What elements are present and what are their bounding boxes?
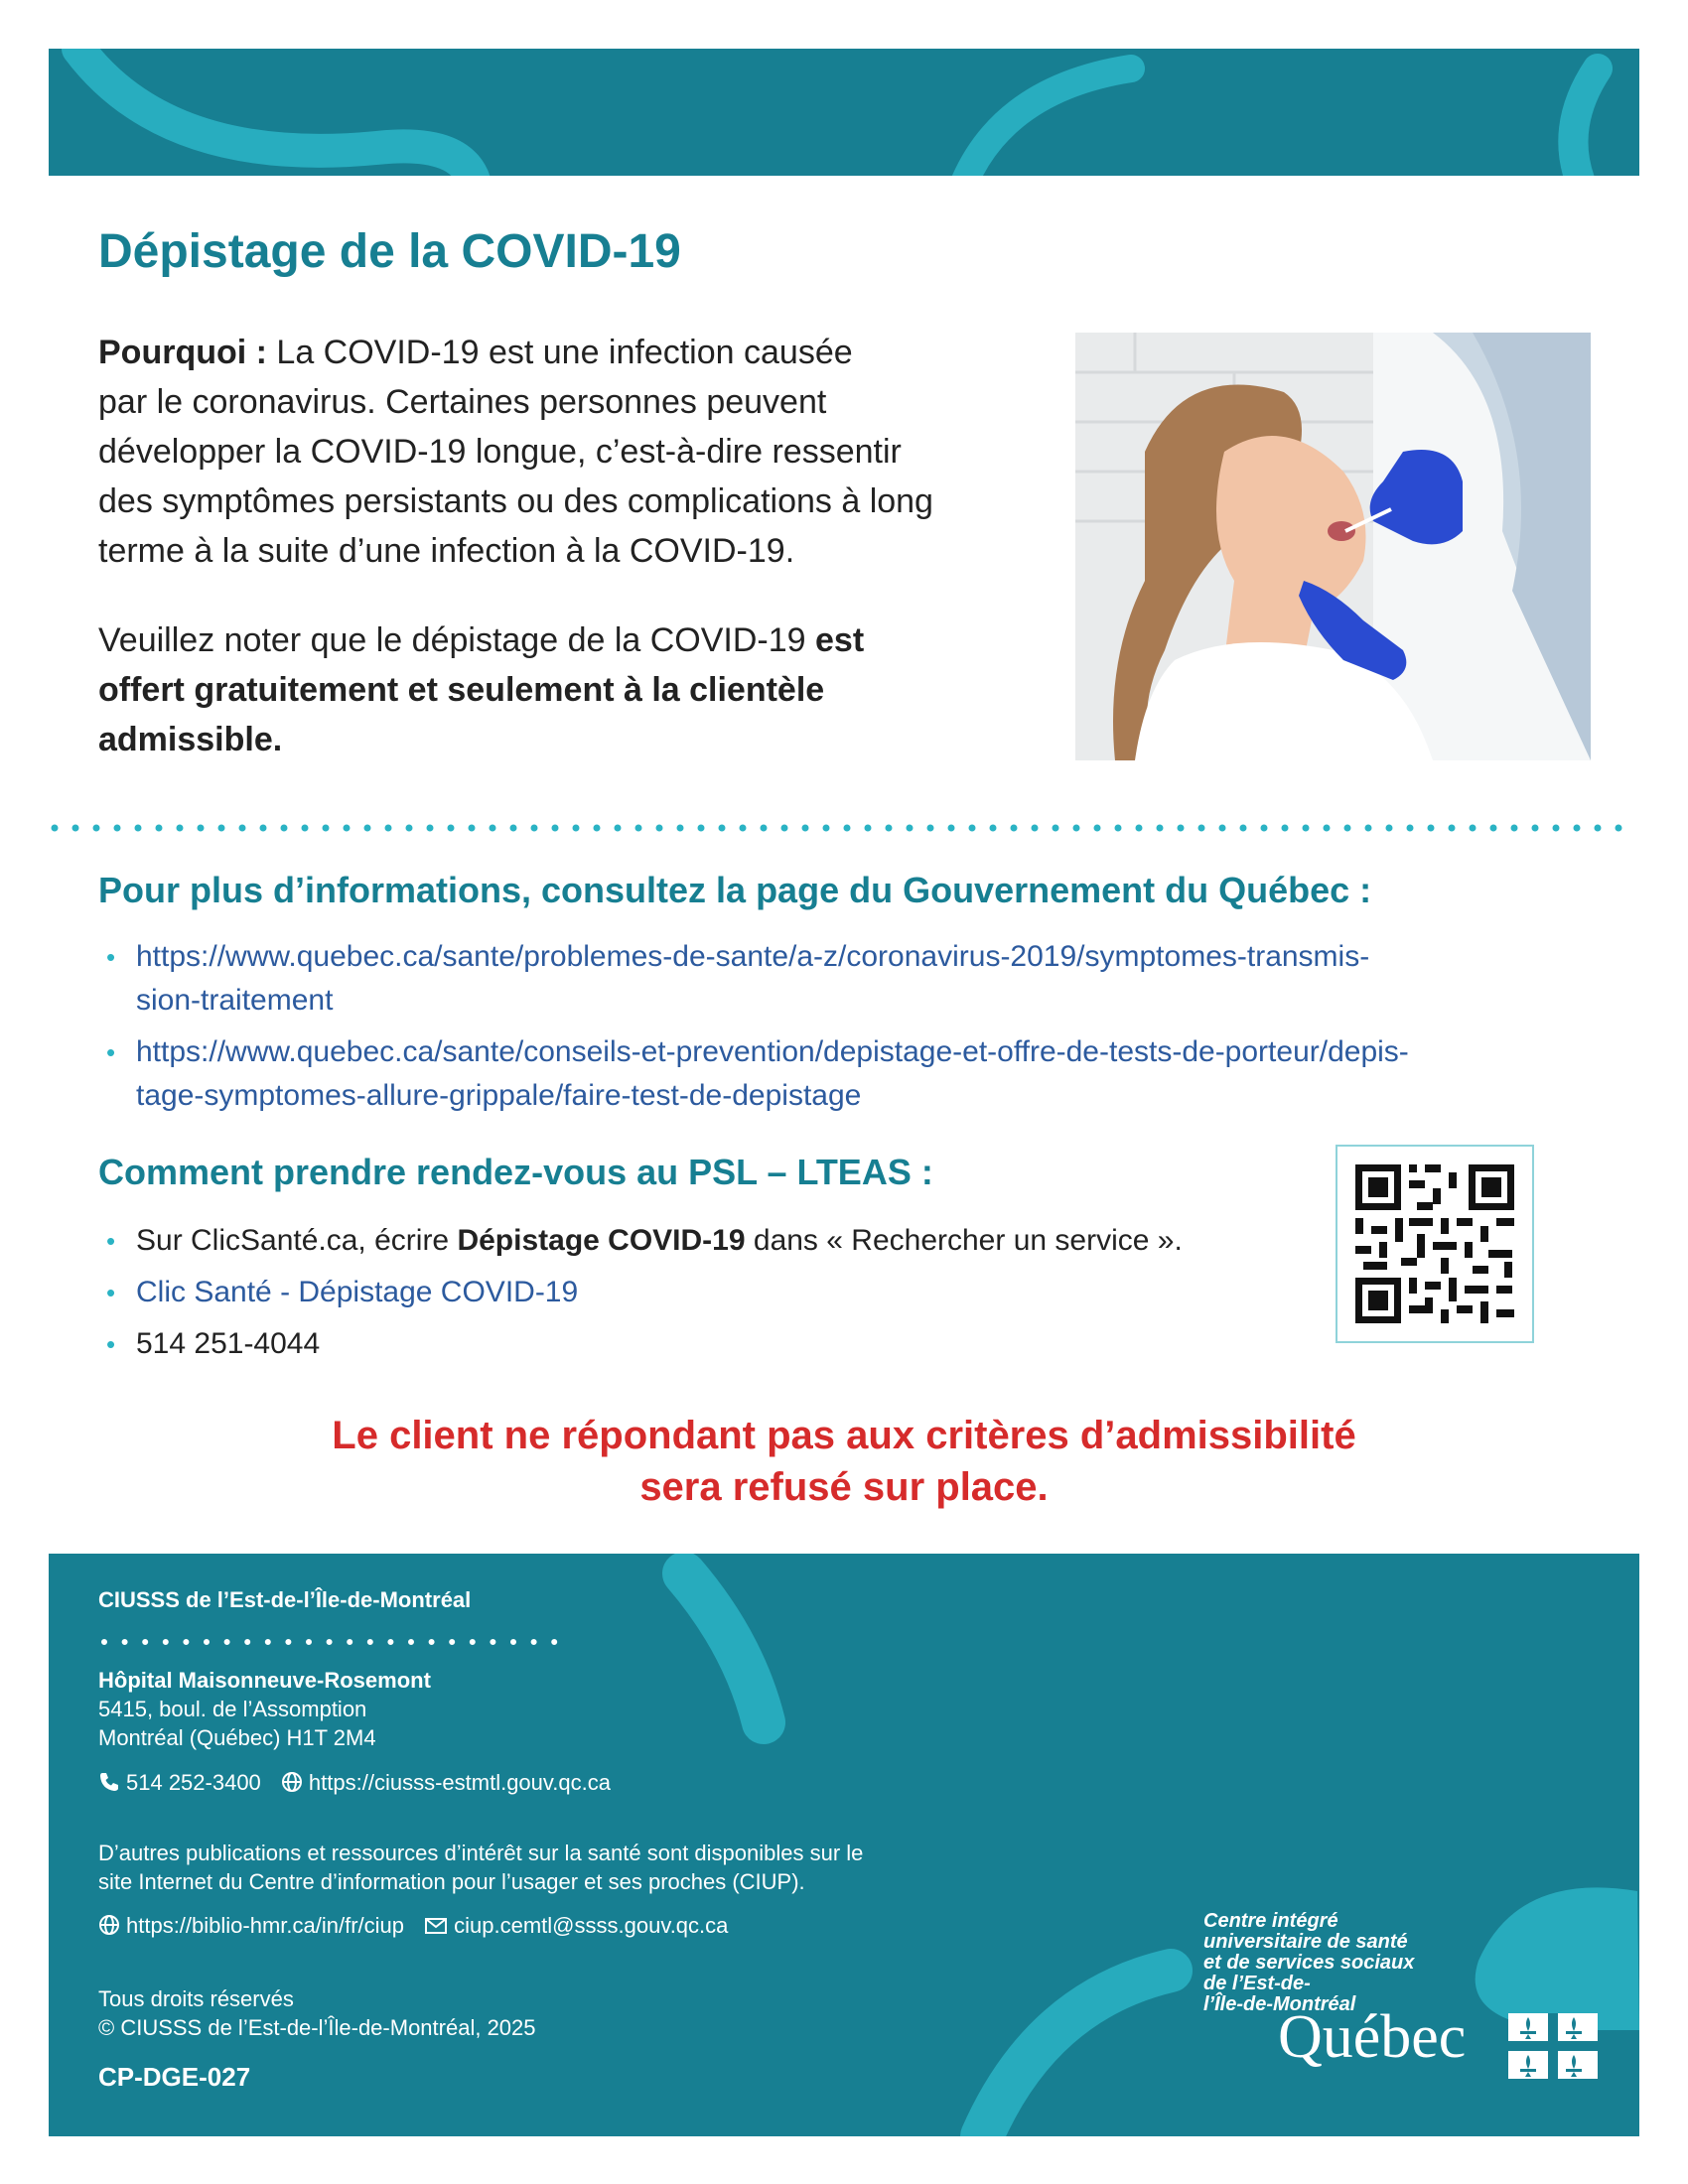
header-banner: [49, 49, 1639, 176]
footer-hospital: Hôpital Maisonneuve-Rosemont: [98, 1668, 431, 1693]
document-code: CP-DGE-027: [98, 2062, 251, 2092]
appointment-item-1-bold: Dépistage COVID-19: [457, 1224, 746, 1257]
clicsante-link[interactable]: Clic Santé - Dépistage COVID-19: [136, 1276, 579, 1308]
info-links-list: [98, 935, 1568, 1118]
appointment-phone: 514 251-4044: [136, 1327, 321, 1360]
list-item: [98, 1318, 1290, 1370]
list-item[interactable]: [98, 1267, 1290, 1318]
quebec-wordmark: Québec: [1278, 2003, 1467, 2071]
intro-line-3: développer la COVID-19 longue, c’est-à-dire ressentir: [98, 433, 902, 471]
info-heading: Pour plus d’informations, consultez la page du Gouvernement du Québec :: [98, 870, 1372, 910]
notice-prefix: Veuillez noter que le dépistage de la COVID-19: [98, 621, 816, 659]
qr-code[interactable]: [1336, 1145, 1534, 1343]
footer: [49, 1554, 1639, 2136]
qr-code-icon: [1337, 1147, 1532, 1341]
footer-rights: Tous droits réservés: [98, 1986, 294, 2011]
centre-line-3: et de services sociaux: [1203, 1952, 1415, 1974]
quebec-link-1-line-1[interactable]: https://www.quebec.ca/sante/problemes-de-sante/a-z/coronavirus-2019/symptomes-transmis-: [136, 940, 1370, 973]
intro-line-2: par le coronavirus. Certaines personnes peuvent: [98, 383, 827, 421]
footer-publications-1: D’autres publications et ressources d’intérêt sur la santé sont disponibles sur le: [98, 1841, 864, 1865]
footer-address-2: Montréal (Québec) H1T 2M4: [98, 1725, 376, 1750]
warning-line-2: sera refusé sur place.: [639, 1465, 1049, 1509]
quebec-link-2-line-1[interactable]: https://www.quebec.ca/sante/conseils-et-prevention/depistage-et-offre-de-tests-de-porteur/depis-: [136, 1035, 1409, 1068]
warning-line-1: Le client ne répondant pas aux critères d’admissibilité: [332, 1414, 1356, 1457]
eligibility-notice: [98, 615, 1022, 764]
intro-line-5: terme à la suite d’une infection à la COVID-19.: [98, 532, 795, 570]
list-item: [98, 1215, 1290, 1267]
list-item[interactable]: [98, 935, 1568, 1023]
footer-copyright: © CIUSSS de l’Est-de-l’Île-de-Montréal, 2025: [98, 2015, 536, 2040]
quebec-link-2-line-2[interactable]: tage-symptomes-allure-grippale/faire-test-de-depistage: [136, 1079, 862, 1112]
appointment-list: [98, 1215, 1290, 1370]
centre-line-4: de l’Est-de-: [1203, 1973, 1311, 1994]
appointment-item-1-prefix: Sur ClicSanté.ca, écrire: [136, 1224, 458, 1257]
globe-icon: [98, 1914, 120, 1936]
intro-line-1: La COVID-19 est une infection causée: [266, 334, 853, 371]
page-title: Dépistage de la COVID-19: [98, 225, 681, 278]
centre-line-1: Centre intégré: [1203, 1910, 1338, 1932]
globe-icon: [281, 1771, 303, 1793]
appointment-item-1-suffix: dans « Rechercher un service ».: [745, 1224, 1183, 1257]
quebec-flag-icon: [1508, 2013, 1598, 2079]
footer-publications-2: site Internet du Centre d’information pour l’usager et ses proches (CIUP).: [98, 1869, 805, 1894]
covid-test-photo: [1075, 333, 1591, 760]
dotted-separator: [49, 820, 1639, 836]
list-item[interactable]: [98, 1030, 1568, 1118]
footer-dotted-separator: [98, 1635, 575, 1649]
intro-label: Pourquoi :: [98, 334, 267, 371]
footer-contact-row: [98, 1768, 611, 1798]
footer-ciup-site[interactable]: https://biblio-hmr.ca/in/fr/ciup: [126, 1913, 405, 1938]
notice-bold-1: est: [815, 621, 865, 659]
notice-bold-3: admissible.: [98, 721, 283, 758]
refusal-warning: [0, 1410, 1688, 1513]
footer-org: CIUSSS de l’Est-de-l’Île-de-Montréal: [98, 1587, 472, 1612]
centre-line-2: universitaire de santé: [1203, 1931, 1408, 1953]
footer-ciup-row: [98, 1911, 728, 1941]
ciusss-logo-text: [1203, 1911, 1414, 2015]
footer-phone[interactable]: 514 252-3400: [126, 1770, 261, 1795]
phone-icon: [98, 1771, 120, 1793]
email-icon: [424, 1916, 448, 1936]
header-decoration: [49, 49, 1639, 176]
appointment-heading: Comment prendre rendez-vous au PSL – LTEAS :: [98, 1152, 933, 1192]
footer-ciup-email[interactable]: ciup.cemtl@ssss.gouv.qc.ca: [454, 1913, 729, 1938]
intro-paragraph: [98, 328, 1061, 576]
notice-bold-2: offert gratuitement et seulement à la clientèle: [98, 671, 825, 709]
footer-address-1: 5415, boul. de l’Assomption: [98, 1697, 367, 1721]
centre-line-5: l’Île-de-Montréal: [1203, 1993, 1356, 2015]
intro-line-4: des symptômes persistants ou des complications à long: [98, 482, 933, 520]
footer-website[interactable]: https://ciusss-estmtl.gouv.qc.ca: [308, 1770, 611, 1795]
quebec-link-1-line-2[interactable]: sion-traitement: [136, 984, 334, 1017]
